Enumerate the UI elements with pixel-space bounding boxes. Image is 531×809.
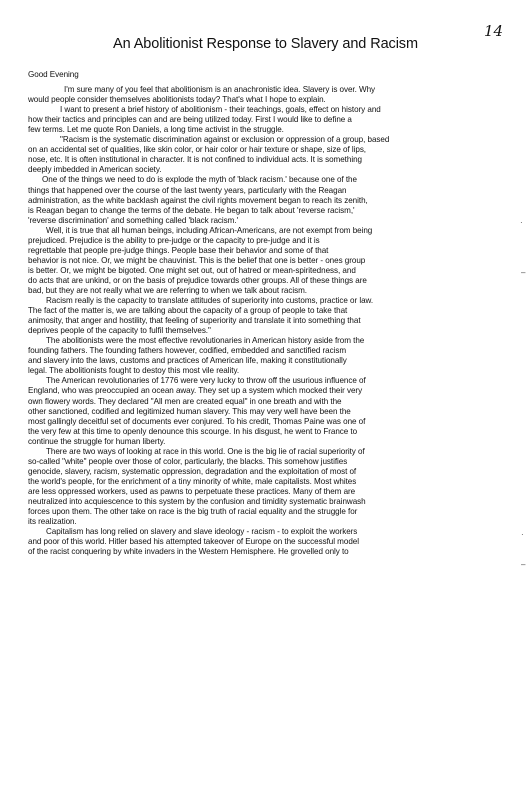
text-line: behavior is not nice. Or, we might be chauvinist. This is the belief that one is better - ones group bbox=[28, 255, 366, 265]
text-line: few terms. Let me quote Ron Daniels, a long time activist in the struggle. bbox=[28, 125, 284, 135]
text-line: animosity, that anger and hostility, that feeling of superiority and translate it into something that bbox=[28, 316, 361, 326]
text-line: nose, etc. It is often institutional in character. It is not confined to individual acts. It is something bbox=[28, 155, 362, 165]
text-line: prejudiced. Prejudice is the ability to pre-judge or the capacity to pre-judge and it is bbox=[28, 235, 320, 245]
text-line: The abolitionists were the most effective revolutionaries in American history aside from the bbox=[46, 336, 365, 346]
text-line: The American revolutionaries of 1776 were very lucky to throw off the usurious influence of bbox=[46, 376, 366, 386]
margin-mark: – bbox=[521, 268, 526, 277]
margin-mark: · bbox=[521, 530, 524, 539]
text-line: bad, but they are not really what we are referring to when we talk about racism. bbox=[28, 285, 307, 295]
text-line: would people consider themselves abolitionists today? That's what I hope to explain. bbox=[28, 95, 326, 105]
text-line: I want to present a brief history of abolitionism - their teachings, goals, effect on history and bbox=[60, 105, 381, 115]
text-line: administration, as the white backlash against the civil rights movement began to reach its zenith, bbox=[28, 195, 368, 205]
text-line: the very few at this time to openly denounce this scourge. In his disgust, he went to France to bbox=[28, 426, 358, 436]
text-line: One of the things we need to do is explode the myth of 'black racism.' because one of the bbox=[42, 175, 357, 185]
text-line: neutralized into acquiescence to this system by the confusion and timidity systematic brainwash bbox=[28, 496, 366, 506]
text-line: legal. The abolitionists fought to destoy this most vile reality. bbox=[28, 366, 240, 376]
margin-mark: · bbox=[520, 218, 523, 227]
text-line: There are two ways of looking at race in this world. One is the big lie of racial superiority of bbox=[46, 446, 365, 456]
document-body bbox=[28, 70, 502, 557]
text-line: is Reagan began to change the terms of the debate. He began to talk about 'reverse racism,' bbox=[28, 205, 355, 215]
text-line: how their tactics and principles can and are being utilized today. First I would like to define a bbox=[28, 115, 352, 125]
text-line: Racism really is the capacity to translate attitudes of superiority into customs, practice or law. bbox=[46, 296, 374, 306]
text-line: own flowery words. They declared "All men are created equal" in one breath and with the bbox=[28, 396, 342, 406]
page-title: An Abolitionist Response to Slavery and Racism bbox=[113, 36, 418, 52]
text-line: of the racist conquering by white invaders in the Western Hemisphere. He grovelled only to bbox=[28, 547, 349, 557]
text-line: its realization. bbox=[28, 517, 77, 527]
text-line: continue the struggle for human liberty. bbox=[28, 436, 166, 446]
text-line: England, who was preoccupied an ocean away. They set up a system which mocked their very bbox=[28, 386, 363, 396]
text-line: Good Evening bbox=[28, 70, 79, 79]
text-line: genocide, slavery, racism, systematic oppression, degradation and the exploitation of most of bbox=[28, 466, 357, 476]
text-line: most gallingly deceitful set of documents ever conjured. To his credit, Thomas Paine was one of bbox=[28, 416, 366, 426]
text-line: the world's people, for the enrichment of a tiny minority of white, male capitalists. Most whites bbox=[28, 476, 357, 486]
margin-mark: – bbox=[521, 560, 526, 569]
text-line: deprives people of the capacity to fulfil themselves." bbox=[28, 326, 211, 336]
text-line: do acts that are unkind, or on the basis of prejudice towards other groups. All of these things are bbox=[28, 275, 367, 285]
text-line: I'm sure many of you feel that abolitionism is an anachronistic idea. Slavery is over. Why bbox=[64, 85, 376, 95]
page-number: 14 bbox=[484, 22, 504, 40]
text-line: on an accidental set of qualities, like skin color, or hair color or hair texture or shape, size of lips, bbox=[28, 145, 367, 155]
text-line: Well, it is true that all human beings, including African-Americans, are not exempt from being bbox=[46, 225, 373, 235]
text-line: founding fathers. The founding fathers however, codified, embedded and sanctified racism bbox=[28, 346, 347, 356]
text-line: 'reverse discrimination' and something called 'black racism.' bbox=[28, 215, 239, 225]
text-line: The fact of the matter is, we are talking about the capacity of a group of people to take that bbox=[28, 306, 348, 316]
text-line: are less oppressed workers, used as pawns to perpetuate these practices. Many of them are bbox=[28, 486, 356, 496]
text-line: deeply imbedded in American society. bbox=[28, 165, 162, 175]
text-line: and slavery into the laws, customs and practices of American life, making it constitutionally bbox=[28, 356, 347, 366]
text-line: is better. Or, we might be bigoted. One might set out, out of hatred or mean-spiritedness, and bbox=[28, 265, 356, 275]
text-line: other sanctioned, codified and legitimized human slavery. This may very well have been the bbox=[28, 406, 351, 416]
text-line: and poor of this world. Hitler based his attempted takeover of Europe on the successful model bbox=[28, 537, 359, 547]
text-line: regrettable that people pre-judge things. People base their behavior and some of that bbox=[28, 245, 329, 255]
text-line: forces upon them. The other take on race is the big truth of racial equality and the struggle for bbox=[28, 507, 358, 517]
text-line: things that happened over the course of the last twenty years, particularly with the Reagan bbox=[28, 185, 347, 195]
text-line: Capitalism has long relied on slavery and slave ideology - racism - to exploit the workers bbox=[46, 527, 358, 537]
text-line: "Racism is the systematic discrimination against or exclusion or oppression of a group, based bbox=[60, 135, 390, 145]
text-line: so-called "white" people over those of color, particularly, the blacks. This somehow justifies bbox=[28, 456, 348, 466]
